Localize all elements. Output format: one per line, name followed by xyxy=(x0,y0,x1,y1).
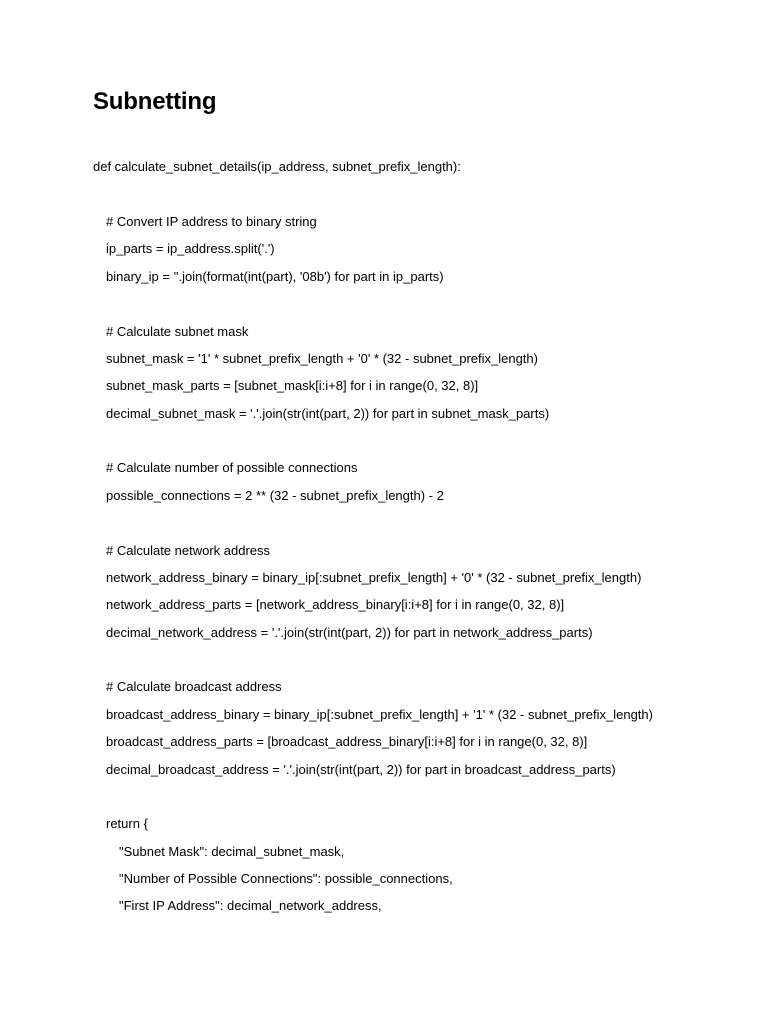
code-line: subnet_mask_parts = [subnet_mask[i:i+8] for i in range(0, 32, 8)] xyxy=(106,378,479,393)
code-line-comment: # Calculate number of possible connections xyxy=(106,460,358,475)
code-line: binary_ip = ''.join(format(int(part), '08b') for part in ip_parts) xyxy=(106,269,444,284)
code-line: ip_parts = ip_address.split('.') xyxy=(106,241,275,256)
code-line-def: def calculate_subnet_details(ip_address, subnet_prefix_length): xyxy=(93,159,461,174)
code-line: broadcast_address_parts = [broadcast_address_binary[i:i+8] for i in range(0, 32, 8)] xyxy=(106,734,588,749)
code-line-comment: # Convert IP address to binary string xyxy=(106,214,317,229)
code-line: network_address_binary = binary_ip[:subnet_prefix_length] + '0' * (32 - subnet_prefix_length) xyxy=(106,570,642,585)
code-line-comment: # Calculate network address xyxy=(106,543,271,558)
code-line: network_address_parts = [network_address_binary[i:i+8] for i in range(0, 32, 8)] xyxy=(106,597,565,612)
code-line-comment: # Calculate broadcast address xyxy=(106,679,282,694)
page-title: Subnetting xyxy=(93,88,217,115)
code-line: "Subnet Mask": decimal_subnet_mask, xyxy=(119,844,345,859)
code-line: "First IP Address": decimal_network_address, xyxy=(119,898,382,913)
code-line: broadcast_address_binary = binary_ip[:subnet_prefix_length] + '1' * (32 - subnet_prefix_length) xyxy=(106,707,653,722)
code-line-comment: # Calculate subnet mask xyxy=(106,324,249,339)
code-line-return: return { xyxy=(106,816,148,831)
code-line: decimal_broadcast_address = '.'.join(str(int(part, 2)) for part in broadcast_address_parts) xyxy=(106,762,616,777)
code-line: possible_connections = 2 ** (32 - subnet_prefix_length) - 2 xyxy=(106,488,444,503)
code-line: decimal_network_address = '.'.join(str(int(part, 2)) for part in network_address_parts) xyxy=(106,625,593,640)
code-line: subnet_mask = '1' * subnet_prefix_length + '0' * (32 - subnet_prefix_length) xyxy=(106,351,538,366)
code-line: decimal_subnet_mask = '.'.join(str(int(part, 2)) for part in subnet_mask_parts) xyxy=(106,406,550,421)
code-line: "Number of Possible Connections": possible_connections, xyxy=(119,871,453,886)
